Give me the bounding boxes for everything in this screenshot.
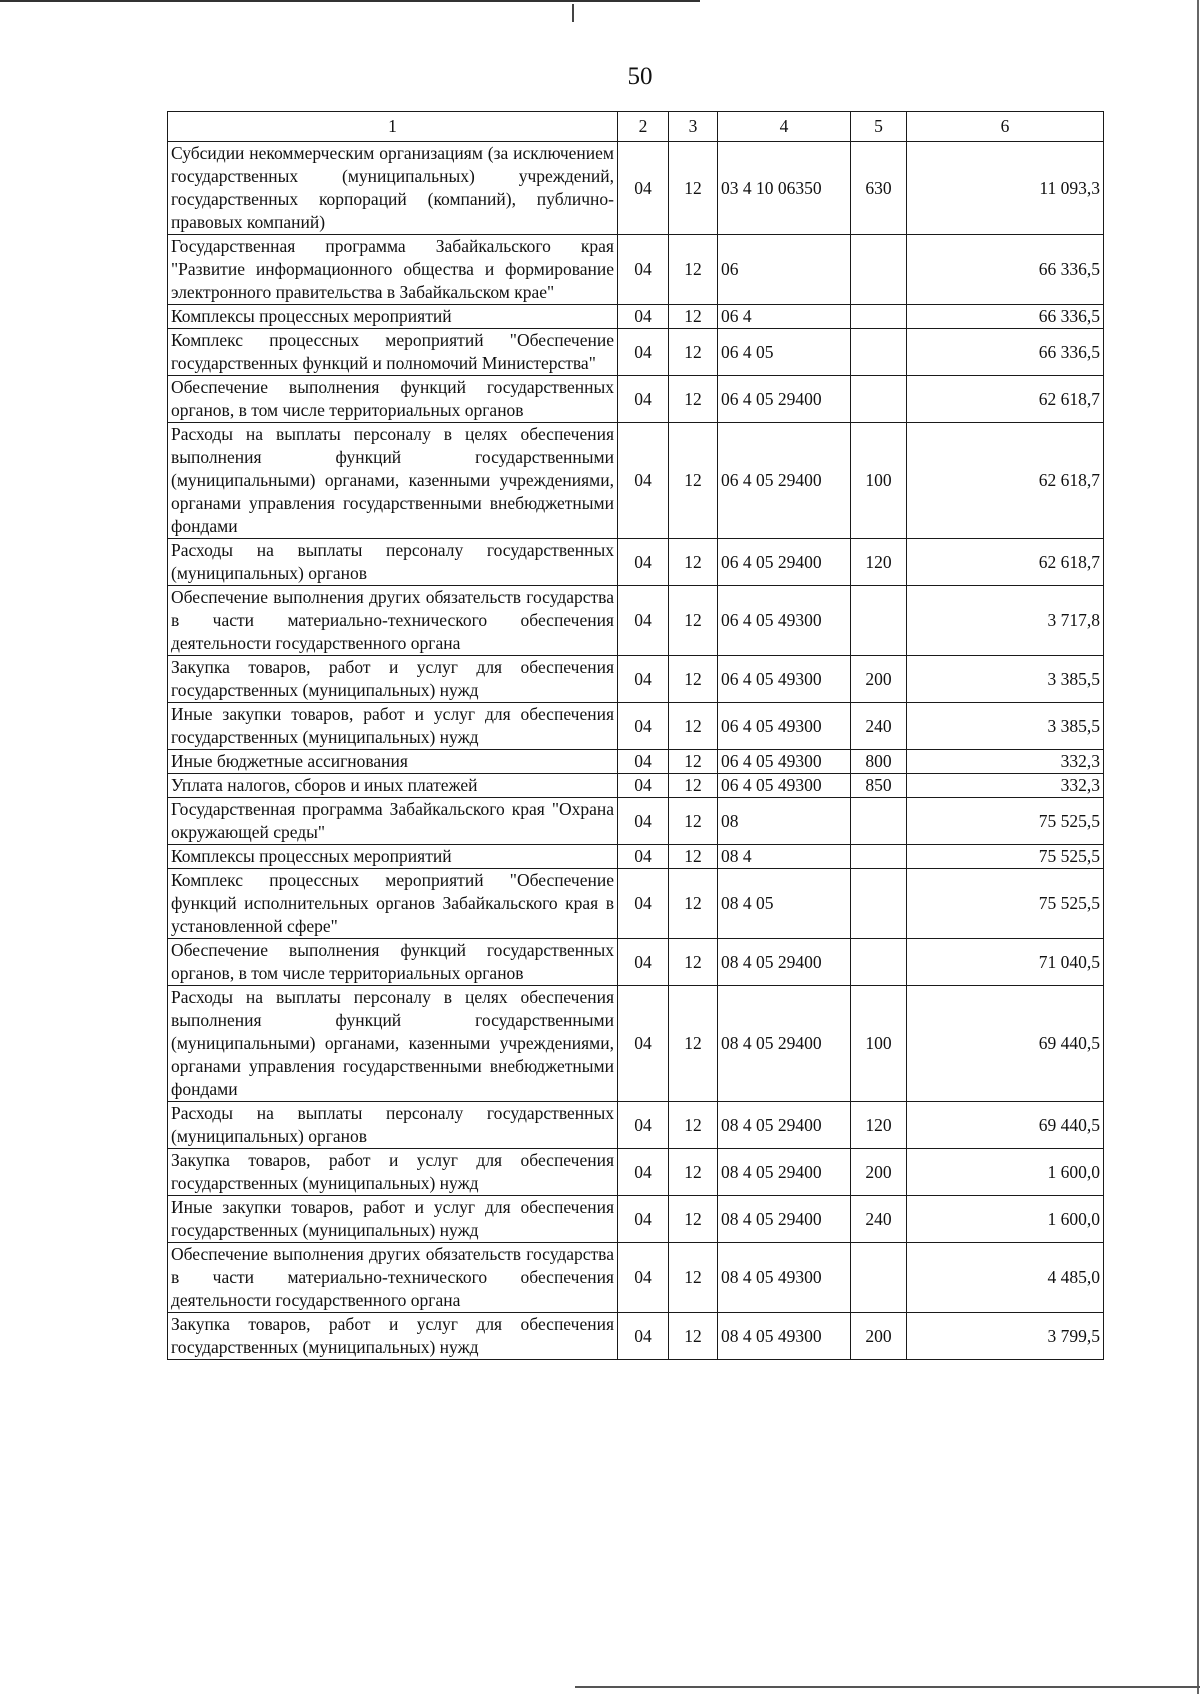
expense-type-code	[851, 1243, 907, 1313]
section-code: 04	[618, 1243, 669, 1313]
table-row	[168, 539, 1104, 586]
table-row	[168, 1149, 1104, 1196]
amount: 66 336,5	[907, 235, 1104, 305]
section-code: 04	[618, 1149, 669, 1196]
amount: 1 600,0	[907, 1196, 1104, 1243]
expense-type-code: 100	[851, 986, 907, 1102]
section-code: 04	[618, 376, 669, 423]
table-row	[168, 1196, 1104, 1243]
scan-bottom-edge	[575, 1686, 1200, 1688]
subsection-code: 12	[669, 142, 718, 235]
amount: 332,3	[907, 750, 1104, 774]
row-name: Государственная программа Забайкальского края "Развитие информационного общества и формирование электронного правительства в Забайкальском крае"	[168, 235, 618, 305]
section-code: 04	[618, 798, 669, 845]
section-code: 04	[618, 586, 669, 656]
expense-type-code: 120	[851, 539, 907, 586]
row-name: Комплексы процессных мероприятий	[168, 305, 618, 329]
section-code: 04	[618, 703, 669, 750]
section-code: 04	[618, 1102, 669, 1149]
expense-type-code: 630	[851, 142, 907, 235]
table-row	[168, 869, 1104, 939]
table-row	[168, 376, 1104, 423]
target-article-code: 08 4 05 29400	[718, 939, 851, 986]
amount: 69 440,5	[907, 986, 1104, 1102]
table-row	[168, 703, 1104, 750]
target-article-code: 06 4 05 49300	[718, 703, 851, 750]
table-row	[168, 329, 1104, 376]
column-header: 2	[618, 112, 669, 142]
table-row	[168, 939, 1104, 986]
row-name: Комплекс процессных мероприятий "Обеспечение государственных функций и полномочий Министерства"	[168, 329, 618, 376]
target-article-code: 08	[718, 798, 851, 845]
amount: 3 385,5	[907, 656, 1104, 703]
section-code: 04	[618, 142, 669, 235]
section-code: 04	[618, 235, 669, 305]
amount: 3 717,8	[907, 586, 1104, 656]
table-row	[168, 586, 1104, 656]
amount: 1 600,0	[907, 1149, 1104, 1196]
section-code: 04	[618, 539, 669, 586]
target-article-code: 03 4 10 06350	[718, 142, 851, 235]
subsection-code: 12	[669, 1196, 718, 1243]
section-code: 04	[618, 305, 669, 329]
table-row	[168, 986, 1104, 1102]
target-article-code: 06 4 05 49300	[718, 586, 851, 656]
expense-type-code	[851, 939, 907, 986]
subsection-code: 12	[669, 703, 718, 750]
section-code: 04	[618, 1196, 669, 1243]
expense-type-code	[851, 845, 907, 869]
section-code: 04	[618, 869, 669, 939]
subsection-code: 12	[669, 376, 718, 423]
row-name: Государственная программа Забайкальского края "Охрана окружающей среды"	[168, 798, 618, 845]
row-name: Иные закупки товаров, работ и услуг для обеспечения государственных (муниципальных) нужд	[168, 1196, 618, 1243]
amount: 75 525,5	[907, 869, 1104, 939]
row-name: Обеспечение выполнения других обязательств государства в части материально-технического обеспечения деятельности государственного органа	[168, 1243, 618, 1313]
subsection-code: 12	[669, 586, 718, 656]
row-name: Иные бюджетные ассигнования	[168, 750, 618, 774]
target-article-code: 08 4 05	[718, 869, 851, 939]
subsection-code: 12	[669, 939, 718, 986]
table-row	[168, 1313, 1104, 1360]
column-header: 6	[907, 112, 1104, 142]
row-name: Закупка товаров, работ и услуг для обеспечения государственных (муниципальных) нужд	[168, 656, 618, 703]
subsection-code: 12	[669, 539, 718, 586]
row-name: Комплексы процессных мероприятий	[168, 845, 618, 869]
row-name: Комплекс процессных мероприятий "Обеспечение функций исполнительных органов Забайкальского края в установленной сфере"	[168, 869, 618, 939]
expense-type-code: 240	[851, 703, 907, 750]
row-name: Расходы на выплаты персоналу государственных (муниципальных) органов	[168, 1102, 618, 1149]
table-row	[168, 1102, 1104, 1149]
subsection-code: 12	[669, 774, 718, 798]
target-article-code: 08 4 05 49300	[718, 1243, 851, 1313]
section-code: 04	[618, 1313, 669, 1360]
subsection-code: 12	[669, 305, 718, 329]
row-name: Обеспечение выполнения функций государственных органов, в том числе территориальных органов	[168, 376, 618, 423]
subsection-code: 12	[669, 656, 718, 703]
scan-right-edge	[1197, 0, 1199, 1694]
amount: 62 618,7	[907, 376, 1104, 423]
amount: 3 799,5	[907, 1313, 1104, 1360]
expense-type-code: 200	[851, 656, 907, 703]
target-article-code: 08 4 05 29400	[718, 1196, 851, 1243]
subsection-code: 12	[669, 798, 718, 845]
expense-type-code	[851, 376, 907, 423]
target-article-code: 06 4 05 29400	[718, 539, 851, 586]
subsection-code: 12	[669, 235, 718, 305]
section-code: 04	[618, 774, 669, 798]
section-code: 04	[618, 656, 669, 703]
subsection-code: 12	[669, 1313, 718, 1360]
column-header: 4	[718, 112, 851, 142]
table-row	[168, 305, 1104, 329]
amount: 71 040,5	[907, 939, 1104, 986]
row-name: Закупка товаров, работ и услуг для обеспечения государственных (муниципальных) нужд	[168, 1149, 618, 1196]
target-article-code: 08 4 05 29400	[718, 1102, 851, 1149]
page-number: 50	[627, 63, 653, 90]
expense-type-code	[851, 869, 907, 939]
amount: 4 485,0	[907, 1243, 1104, 1313]
target-article-code: 06 4 05 29400	[718, 423, 851, 539]
target-article-code: 06 4 05 29400	[718, 376, 851, 423]
row-name: Иные закупки товаров, работ и услуг для обеспечения государственных (муниципальных) нужд	[168, 703, 618, 750]
subsection-code: 12	[669, 1149, 718, 1196]
expense-type-code: 800	[851, 750, 907, 774]
row-name: Расходы на выплаты персоналу в целях обеспечения выполнения функций государственными (муниципальными) органами, казенными учреждениями, органами управления государственными внебюджетными фондами	[168, 986, 618, 1102]
subsection-code: 12	[669, 750, 718, 774]
table-row	[168, 656, 1104, 703]
expense-type-code	[851, 329, 907, 376]
amount: 75 525,5	[907, 845, 1104, 869]
table-row	[168, 142, 1104, 235]
subsection-code: 12	[669, 1102, 718, 1149]
section-code: 04	[618, 750, 669, 774]
row-name: Обеспечение выполнения функций государственных органов, в том числе территориальных органов	[168, 939, 618, 986]
row-name: Субсидии некоммерческим организациям (за исключением государственных (муниципальных) учреждений, государственных корпораций (компаний), публично-правовых компаний)	[168, 142, 618, 235]
subsection-code: 12	[669, 1243, 718, 1313]
amount: 75 525,5	[907, 798, 1104, 845]
row-name: Обеспечение выполнения других обязательств государства в части материально-технического обеспечения деятельности государственного органа	[168, 586, 618, 656]
target-article-code: 06	[718, 235, 851, 305]
table-row	[168, 798, 1104, 845]
subsection-code: 12	[669, 845, 718, 869]
subsection-code: 12	[669, 423, 718, 539]
subsection-code: 12	[669, 869, 718, 939]
target-article-code: 06 4 05 49300	[718, 750, 851, 774]
target-article-code: 06 4 05	[718, 329, 851, 376]
amount: 62 618,7	[907, 423, 1104, 539]
expense-type-code: 850	[851, 774, 907, 798]
row-name: Уплата налогов, сборов и иных платежей	[168, 774, 618, 798]
expense-type-code	[851, 586, 907, 656]
amount: 62 618,7	[907, 539, 1104, 586]
expense-type-code	[851, 798, 907, 845]
expense-type-code: 100	[851, 423, 907, 539]
scan-top-edge	[0, 0, 700, 2]
amount: 332,3	[907, 774, 1104, 798]
row-name: Закупка товаров, работ и услуг для обеспечения государственных (муниципальных) нужд	[168, 1313, 618, 1360]
expense-type-code	[851, 235, 907, 305]
expense-type-code: 240	[851, 1196, 907, 1243]
table-row	[168, 235, 1104, 305]
target-article-code: 08 4 05 29400	[718, 986, 851, 1102]
header-row	[168, 112, 1104, 142]
amount: 3 385,5	[907, 703, 1104, 750]
amount: 66 336,5	[907, 329, 1104, 376]
target-article-code: 08 4	[718, 845, 851, 869]
amount: 11 093,3	[907, 142, 1104, 235]
column-header: 5	[851, 112, 907, 142]
budget-table	[167, 111, 1104, 1360]
row-name: Расходы на выплаты персоналу в целях обеспечения выполнения функций государственными (муниципальными) органами, казенными учреждениями, органами управления государственными внебюджетными фондами	[168, 423, 618, 539]
table-row	[168, 750, 1104, 774]
expense-type-code: 200	[851, 1149, 907, 1196]
subsection-code: 12	[669, 329, 718, 376]
expense-type-code: 200	[851, 1313, 907, 1360]
section-code: 04	[618, 986, 669, 1102]
expense-type-code: 120	[851, 1102, 907, 1149]
target-article-code: 06 4	[718, 305, 851, 329]
scan-mark	[572, 4, 574, 22]
amount: 66 336,5	[907, 305, 1104, 329]
target-article-code: 08 4 05 29400	[718, 1149, 851, 1196]
amount: 69 440,5	[907, 1102, 1104, 1149]
target-article-code: 08 4 05 49300	[718, 1313, 851, 1360]
section-code: 04	[618, 329, 669, 376]
subsection-code: 12	[669, 986, 718, 1102]
column-header: 1	[168, 112, 618, 142]
table-row	[168, 774, 1104, 798]
section-code: 04	[618, 423, 669, 539]
section-code: 04	[618, 939, 669, 986]
target-article-code: 06 4 05 49300	[718, 774, 851, 798]
row-name: Расходы на выплаты персоналу государственных (муниципальных) органов	[168, 539, 618, 586]
section-code: 04	[618, 845, 669, 869]
target-article-code: 06 4 05 49300	[718, 656, 851, 703]
expense-type-code	[851, 305, 907, 329]
table-row	[168, 845, 1104, 869]
table-row	[168, 1243, 1104, 1313]
column-header: 3	[669, 112, 718, 142]
table-row	[168, 423, 1104, 539]
